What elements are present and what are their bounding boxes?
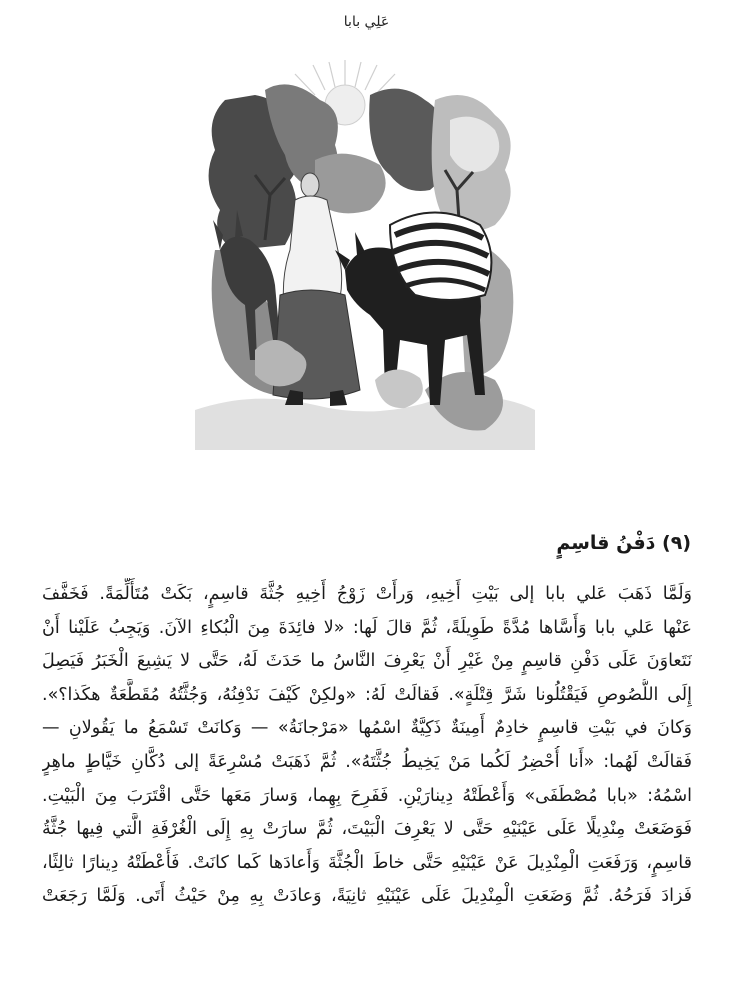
ali-baba-with-donkeys-illustration bbox=[195, 60, 535, 450]
body-line: فَوَضَعَتْ مِنْدِيلًا عَلَى عَيْنَيْهِ حَتَّى لا يَعْرِفَ الْبَيْتَ، ثُمَّ سارَتْ بِهِ إِلَى الْغُرْفَةِ الَّتي فِيها جُثَّةُ bbox=[42, 819, 692, 840]
body-text bbox=[42, 578, 692, 914]
body-line: عَنْها عَلي بابا وَأَسَّاها مُدَّةً طَوِيلَةً، ثُمَّ قالَ لَها: «لا فائِدَةَ مِنَ الْبُكاءِ الآنَ. وَيَجِبُ عَلَيْنا أَنْ bbox=[42, 617, 692, 638]
body-line: وَكانَ في بَيْتِ قاسِمٍ خادِمٌ أَمِينَةٌ ذَكِيَّةٌ اسْمُها «مَرْجانَةُ» — وَكانَتْ تَسْمَعُ ما يَقُولانِ — bbox=[42, 718, 692, 739]
body-line: فَقالَتْ لَهُما: «أَنا أُحْضِرُ لَكُما مَنْ يَخِيطُ جُثَّتَهُ». ثُمَّ ذَهَبَتْ مُسْرِعَةً إلى دُكَّانِ خَيَّاطٍ ماهِرٍ bbox=[42, 751, 692, 772]
running-header: عَلِي بابا bbox=[343, 14, 390, 30]
body-line: اسْمُهُ: «بابا مُصْطَفَى» وَأَعْطَتْهُ دِينارَيْنِ. فَفَرِحَ بِهِما، وَسارَ مَعَها حَتَّى اقْتَرَبَ مِنَ الْبَيْتِ. bbox=[42, 785, 692, 806]
chapter-title: (٩) دَفْنُ قاسِمٍ bbox=[556, 532, 691, 554]
body-line: نَتَعاوَنَ عَلَى دَفْنِ قاسِمٍ مِنْ غَيْرِ أَنْ يَعْرِفَ النَّاسُ ما حَدَثَ لَهُ، حَتَّى لا يَشِيعَ الْخَبَرُ فَيَصِلَ bbox=[42, 651, 692, 672]
body-line: فَزادَ فَرَحُهُ. ثُمَّ وَضَعَتِ الْمِنْدِيلَ عَلَى عَيْنَيْهِ ثانِيَةً، وَعادَتْ بِهِ مِنْ حَيْثُ أَتَى. وَلَمَّا رَجَعَتْ bbox=[42, 886, 692, 907]
body-line: قاسِمٍ، وَرَفَعَتِ الْمِنْدِيلَ عَنْ عَيْنَيْهِ حَتَّى خاطَ الْجُثَّةَ وَأَعادَها كَما كانَتْ. فَأَعْطَتْهُ دِينارًا ثالِثًا، bbox=[42, 852, 692, 873]
body-line: إِلَى اللُّصُوصِ فَيَقْتُلُونا شَرَّ قِتْلَةٍ». فَقالَتْ لَهُ: «ولكِنْ كَيْفَ نَدْفِنُهُ، وَجُثَّتُهُ مُقَطَّعَةٌ هكَذا؟». bbox=[42, 684, 692, 705]
body-line: وَلَمَّا ذَهَبَ عَلي بابا إلى بَيْتِ أَخِيهِ، وَرأَتْ زَوْجُ أَخِيهِ جُثَّةَ قاسِمٍ، بَكَتْ مُتَأَلِّمَةً. فَخَفَّفَ bbox=[42, 584, 692, 604]
